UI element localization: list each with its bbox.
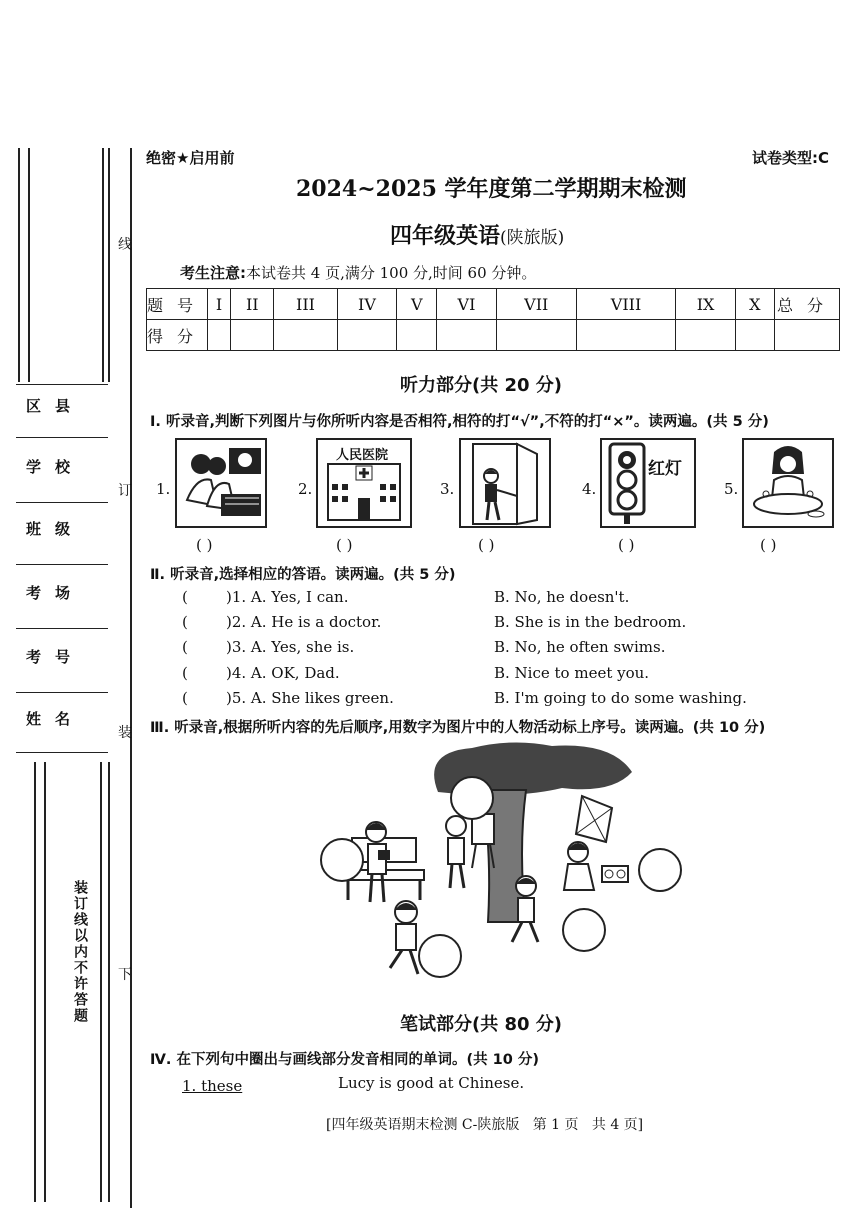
candidate-notice [180,262,536,283]
field-district [16,384,108,438]
hospital-sign: 人民医院 [336,448,389,463]
pic-number: 5. [724,480,739,498]
pic-number: 3. [440,480,455,498]
score-cell[interactable] [496,320,576,351]
section-4-title: Ⅳ. 在下列句中圈出与画线部分发音相同的单词。(共 10 分) [150,1052,540,1068]
score-col: VI [437,289,497,320]
pic-number: 4. [582,480,597,498]
side-mark-below: 下 [118,967,132,983]
score-col: VII [496,289,576,320]
choice-option-a[interactable]: ( )1. A. Yes, I can. [182,588,349,606]
choice-option-a[interactable]: ( )2. A. He is a doctor. [182,613,382,631]
answer-paren[interactable]: ( ) [196,536,213,554]
score-cell[interactable] [676,320,735,351]
listening-heading: 听力部分(共 20 分) [400,375,563,396]
exam-title: 2024~2025 学年度第二学期期末检测 [296,176,687,202]
score-table [146,288,840,351]
score-cell[interactable] [775,320,840,351]
pic-number: 1. [156,480,171,498]
field-school [16,450,108,503]
notice-label: 考生注意: [180,264,246,282]
score-col: V [397,289,437,320]
traffic-light-text: 红灯 [648,459,682,479]
side-mark-staple: 订 [118,483,132,499]
margin-line-1 [18,148,20,382]
section-3-title: Ⅲ. 听录音,根据所听内容的先后顺序,用数字为图片中的人物活动标上序号。读两遍。(共 10 分) [150,720,766,736]
score-cell[interactable] [208,320,231,351]
score-cell[interactable] [274,320,337,351]
traffic-light-picture [600,438,696,528]
choice-option-a[interactable]: ( )3. A. Yes, she is. [182,638,355,656]
choice-option-b[interactable]: B. Nice to meet you. [494,664,650,682]
choice-option-b[interactable]: B. No, he often swims. [494,638,666,656]
choice-option-b[interactable]: B. She is in the bedroom. [494,613,687,631]
hospital-picture [316,438,412,528]
washing-picture [742,438,834,528]
choice-option-b[interactable]: B. I'm going to do some washing. [494,689,747,707]
paper-type-label: 试卷类型:C [752,149,830,167]
margin-line-8 [100,762,102,1202]
score-cell[interactable] [231,320,274,351]
field-label: 区县 [26,397,85,415]
choice-option-a[interactable]: ( )5. A. She likes green. [182,689,394,707]
page-footer: [四年级英语期末检测 C-陕旅版 第 1 页 共 4 页] [326,1117,644,1133]
pic-number: 2. [298,480,313,498]
margin-line-2 [28,148,30,382]
margin-line-6 [34,762,36,1202]
section-1-title: Ⅰ. 听录音,判断下列图片与你所听内容是否相符,相符的打“√”,不符的打“×”。读两遍。(共 5 分) [150,414,769,430]
field-class [16,512,108,565]
score-col: VIII [576,289,676,320]
score-value-row [147,320,840,351]
exam-subtitle [390,219,564,250]
score-col: X [735,289,774,320]
field-exam-room [16,576,108,629]
cinema-picture [175,438,267,528]
score-col: IV [337,289,397,320]
choice-option-b[interactable]: B. No, he doesn't. [494,588,630,606]
field-label: 考场 [26,584,85,602]
field-label: 姓名 [26,710,85,728]
answer-paren[interactable]: ( ) [618,536,635,554]
score-cell[interactable] [337,320,397,351]
score-total-label: 总分 [775,289,840,320]
score-col: II [231,289,274,320]
score-cell[interactable] [397,320,437,351]
field-label: 学校 [26,458,85,476]
phonics-sentence[interactable]: Lucy is good at Chinese. [338,1074,525,1092]
side-mark-bind: 装 [118,725,132,741]
park-scene-illustration [312,742,692,992]
subtitle-version: (陕旅版) [500,228,565,248]
score-cell[interactable] [735,320,774,351]
score-cell[interactable] [576,320,676,351]
margin-line-9 [108,762,110,1202]
score-col: III [274,289,337,320]
field-label: 考号 [26,648,85,666]
confidential-label: 绝密★启用前 [146,149,235,167]
score-row-label: 题号 [147,289,208,320]
margin-line-7 [44,762,46,1202]
field-name [16,704,108,753]
answer-paren[interactable]: ( ) [760,536,777,554]
answer-paren[interactable]: ( ) [336,536,353,554]
answer-paren[interactable]: ( ) [478,536,495,554]
margin-line-3 [102,148,104,382]
door-picture [459,438,551,528]
score-col: IX [676,289,735,320]
field-exam-number [16,640,108,693]
score-header-row [147,289,840,320]
field-label: 班级 [26,520,85,538]
written-heading: 笔试部分(共 80 分) [400,1014,563,1035]
margin-line-4 [108,148,110,382]
section-2-title: Ⅱ. 听录音,选择相应的答语。读两遍。(共 5 分) [150,567,456,583]
score-row-label: 得分 [147,320,208,351]
choice-option-a[interactable]: ( )4. A. OK, Dad. [182,664,340,682]
score-col: I [208,289,231,320]
margin-line-5 [130,148,132,1208]
score-cell[interactable] [437,320,497,351]
binding-warning: 装订线以内不许答题 [60,880,90,1024]
subtitle-main: 四年级英语 [390,224,501,249]
notice-text: 本试卷共 4 页,满分 100 分,时间 60 分钟。 [246,264,537,282]
side-mark-line: 线 [118,237,132,253]
phonics-word: 1. these [182,1077,243,1095]
